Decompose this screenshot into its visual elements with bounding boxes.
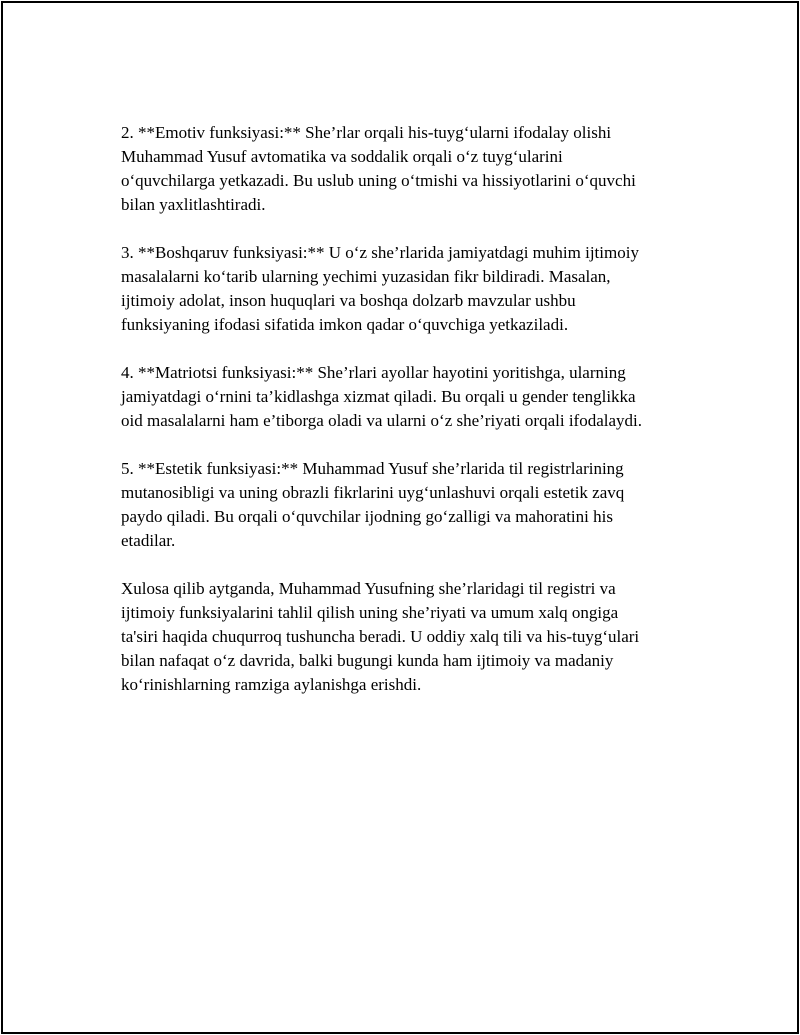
- text-line: ta'siri haqida chuqurroq tushuncha beradi. U oddiy xalq tili va his-tuyg‘ulari: [121, 627, 640, 646]
- paragraph-conclusion: [121, 577, 701, 697]
- text-line: paydo qiladi. Bu orqali o‘quvchilar ijodning go‘zalligi va mahoratini his: [121, 507, 613, 526]
- text-line: 4. **Matriotsi funksiyasi:** She’rlari ayollar hayotini yoritishga, ularning: [121, 363, 626, 382]
- text-line: o‘quvchilarga yetkazadi. Bu uslub uning o‘tmishi va hissiyotlarini o‘quvchi: [121, 171, 636, 190]
- text-line: 2. **Emotiv funksiyasi:** She’rlar orqali his-tuyg‘ularni ifodalay olishi: [121, 123, 612, 142]
- text-line: Muhammad Yusuf avtomatika va soddalik orqali o‘z tuyg‘ularini: [121, 147, 563, 166]
- text-line: ijtimoiy funksiyalarini tahlil qilish uning she’riyati va umum xalq ongiga: [121, 603, 619, 622]
- text-line: ijtimoiy adolat, inson huquqlari va boshqa dolzarb mavzular ushbu: [121, 291, 576, 310]
- text-line: 5. **Estetik funksiyasi:** Muhammad Yusuf she’rlarida til registrlarining: [121, 459, 624, 478]
- text-line: bilan yaxlitlashtiradi.: [121, 195, 266, 214]
- text-line: ko‘rinishlarning ramziga aylanishga erishdi.: [121, 675, 422, 694]
- text-line: jamiyatdagi o‘rnini ta’kidlashga xizmat qiladi. Bu orqali u gender tenglikka: [121, 387, 636, 406]
- paragraph-estetik-function: [121, 457, 701, 553]
- page-frame: [1, 1, 799, 1034]
- document-body: [121, 121, 701, 721]
- text-line: bilan nafaqat o‘z davrida, balki bugungi kunda ham ijtimoiy va madaniy: [121, 651, 614, 670]
- text-line: etadilar.: [121, 531, 176, 550]
- text-line: Xulosa qilib aytganda, Muhammad Yusufning she’rlaridagi til registri va: [121, 579, 616, 598]
- text-line: masalalarni ko‘tarib ularning yechimi yuzasidan fikr bildiradi. Masalan,: [121, 267, 611, 286]
- text-line: 3. **Boshqaruv funksiyasi:** U o‘z she’rlarida jamiyatdagi muhim ijtimoiy: [121, 243, 639, 262]
- text-line: oid masalalarni ham e’tiborga oladi va ularni o‘z she’riyati orqali ifodalaydi.: [121, 411, 643, 430]
- paragraph-boshqaruv-function: [121, 241, 701, 337]
- paragraph-emotiv-function: [121, 121, 701, 217]
- text-line: mutanosibligi va uning obrazli fikrlarini uyg‘unlashuvi orqali estetik zavq: [121, 483, 625, 502]
- text-line: funksiyaning ifodasi sifatida imkon qadar o‘quvchiga yetkaziladi.: [121, 315, 569, 334]
- paragraph-matriotsi-function: [121, 361, 701, 433]
